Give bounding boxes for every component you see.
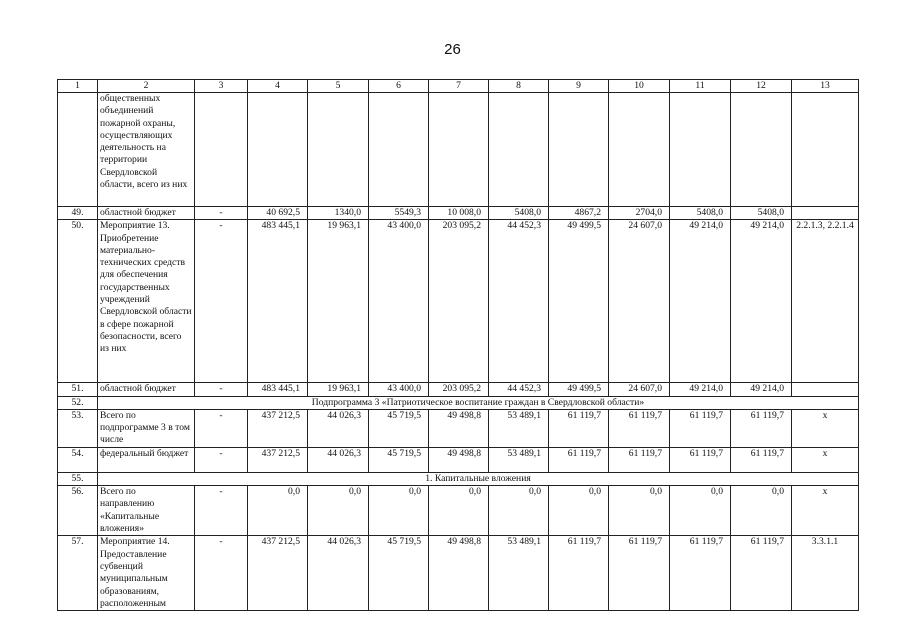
table-row [58, 396, 859, 409]
amount-cell [731, 93, 792, 207]
table-row [58, 207, 859, 220]
amount-cell: 203 095,2 [429, 383, 489, 396]
amount-cell [369, 93, 429, 207]
row-col3 [195, 93, 248, 207]
section-heading: 1. Капитальные вложения [98, 472, 859, 485]
column-number: 12 [731, 80, 792, 93]
amount-cell: 61 119,7 [549, 536, 609, 611]
row-col3: - [195, 409, 248, 447]
amount-cell: 61 119,7 [731, 536, 792, 611]
target-code: x [792, 447, 859, 472]
amount-cell: 5408,0 [489, 207, 549, 220]
amount-cell [670, 93, 731, 207]
amount-cell: 49 499,5 [549, 220, 609, 383]
table-row [58, 536, 859, 611]
column-number: 11 [670, 80, 731, 93]
column-number: 2 [98, 80, 195, 93]
amount-cell: 44 026,3 [308, 536, 369, 611]
amount-cell: 45 719,5 [369, 536, 429, 611]
amount-cell: 44 026,3 [308, 409, 369, 447]
target-code: x [792, 409, 859, 447]
amount-cell: 0,0 [549, 486, 609, 536]
amount-cell: 53 489,1 [489, 409, 549, 447]
amount-cell: 0,0 [609, 486, 670, 536]
row-number: 54. [58, 447, 98, 472]
amount-cell: 0,0 [248, 486, 308, 536]
amount-cell: 49 214,0 [731, 383, 792, 396]
amount-cell: 61 119,7 [670, 536, 731, 611]
amount-cell: 437 212,5 [248, 409, 308, 447]
amount-cell: 1340,0 [308, 207, 369, 220]
row-number: 52. [58, 396, 98, 409]
amount-cell: 53 489,1 [489, 536, 549, 611]
target-code [792, 93, 859, 207]
amount-cell: 61 119,7 [549, 409, 609, 447]
amount-cell: 0,0 [369, 486, 429, 536]
amount-cell: 49 214,0 [731, 220, 792, 383]
row-col3: - [195, 486, 248, 536]
row-col3: - [195, 536, 248, 611]
row-description: Всего по подпрограмме 3 в том числе [98, 409, 195, 447]
column-number: 3 [195, 80, 248, 93]
row-col3: - [195, 220, 248, 383]
amount-cell: 49 498,8 [429, 409, 489, 447]
row-col3: - [195, 383, 248, 396]
row-number: 57. [58, 536, 98, 611]
column-number: 7 [429, 80, 489, 93]
amount-cell: 49 214,0 [670, 220, 731, 383]
amount-cell: 5408,0 [670, 207, 731, 220]
amount-cell: 0,0 [429, 486, 489, 536]
amount-cell: 61 119,7 [731, 447, 792, 472]
amount-cell: 43 400,0 [369, 383, 429, 396]
amount-cell: 19 963,1 [308, 220, 369, 383]
amount-cell: 2704,0 [609, 207, 670, 220]
amount-cell [429, 93, 489, 207]
amount-cell: 53 489,1 [489, 447, 549, 472]
amount-cell: 0,0 [731, 486, 792, 536]
budget-table [57, 79, 859, 611]
row-number: 53. [58, 409, 98, 447]
amount-cell: 24 607,0 [609, 220, 670, 383]
amount-cell: 10 008,0 [429, 207, 489, 220]
column-number: 9 [549, 80, 609, 93]
amount-cell: 203 095,2 [429, 220, 489, 383]
column-number: 1 [58, 80, 98, 93]
amount-cell [609, 93, 670, 207]
amount-cell: 43 400,0 [369, 220, 429, 383]
table-row [58, 383, 859, 396]
row-number: 50. [58, 220, 98, 383]
amount-cell: 0,0 [308, 486, 369, 536]
amount-cell: 61 119,7 [731, 409, 792, 447]
table-row [58, 472, 859, 485]
amount-cell: 61 119,7 [670, 447, 731, 472]
amount-cell: 45 719,5 [369, 447, 429, 472]
amount-cell: 483 445,1 [248, 220, 308, 383]
amount-cell: 61 119,7 [609, 447, 670, 472]
amount-cell: 0,0 [670, 486, 731, 536]
amount-cell: 49 498,8 [429, 447, 489, 472]
amount-cell: 0,0 [489, 486, 549, 536]
column-number: 5 [308, 80, 369, 93]
amount-cell: 40 692,5 [248, 207, 308, 220]
column-number: 4 [248, 80, 308, 93]
target-code [792, 383, 859, 396]
amount-cell: 437 212,5 [248, 536, 308, 611]
target-code: 3.3.1.1 [792, 536, 859, 611]
amount-cell: 24 607,0 [609, 383, 670, 396]
row-number: 51. [58, 383, 98, 396]
amount-cell: 61 119,7 [549, 447, 609, 472]
table-row [58, 486, 859, 536]
amount-cell: 44 452,3 [489, 220, 549, 383]
amount-cell [489, 93, 549, 207]
amount-cell: 5408,0 [731, 207, 792, 220]
amount-cell: 49 499,5 [549, 383, 609, 396]
table-row [58, 447, 859, 472]
section-heading: Подпрограмма 3 «Патриотическое воспитание граждан в Свердловской области» [98, 396, 859, 409]
amount-cell [248, 93, 308, 207]
target-code [792, 207, 859, 220]
amount-cell: 45 719,5 [369, 409, 429, 447]
amount-cell: 44 452,3 [489, 383, 549, 396]
amount-cell: 483 445,1 [248, 383, 308, 396]
column-number: 10 [609, 80, 670, 93]
column-number: 13 [792, 80, 859, 93]
row-description: областной бюджет [98, 207, 195, 220]
page-number: 26 [444, 41, 461, 58]
row-description: Мероприятие 14. Предоставление субвенций муниципальным образованиям, расположенным [98, 536, 195, 611]
row-description: Всего по направлению «Капитальные вложения» [98, 486, 195, 536]
table-row [58, 93, 859, 207]
column-number: 6 [369, 80, 429, 93]
column-number: 8 [489, 80, 549, 93]
amount-cell: 49 498,8 [429, 536, 489, 611]
amount-cell: 19 963,1 [308, 383, 369, 396]
amount-cell: 4867,2 [549, 207, 609, 220]
row-col3: - [195, 447, 248, 472]
column-number-row [58, 80, 859, 93]
row-number: 49. [58, 207, 98, 220]
row-number: 56. [58, 486, 98, 536]
amount-cell [549, 93, 609, 207]
amount-cell: 61 119,7 [609, 536, 670, 611]
amount-cell: 61 119,7 [609, 409, 670, 447]
amount-cell [308, 93, 369, 207]
table-row [58, 409, 859, 447]
amount-cell: 44 026,3 [308, 447, 369, 472]
table-row [58, 220, 859, 383]
row-number: 55. [58, 472, 98, 485]
amount-cell: 49 214,0 [670, 383, 731, 396]
amount-cell: 61 119,7 [670, 409, 731, 447]
row-description: федеральный бюджет [98, 447, 195, 472]
row-description: общественных объединений пожарной охраны, осуществляющих деятельность на территории Свердловской области, всего из них [98, 93, 195, 207]
amount-cell: 437 212,5 [248, 447, 308, 472]
target-code: 2.2.1.3, 2.2.1.4 [792, 220, 859, 383]
amount-cell: 5549,3 [369, 207, 429, 220]
row-description: областной бюджет [98, 383, 195, 396]
row-col3: - [195, 207, 248, 220]
row-number [58, 93, 98, 207]
target-code: x [792, 486, 859, 536]
row-description: Мероприятие 13. Приобретение материально-технических средств для обеспечения государственных учреждений Свердловской области в сфере пожарной безопасности, всего из них [98, 220, 195, 383]
